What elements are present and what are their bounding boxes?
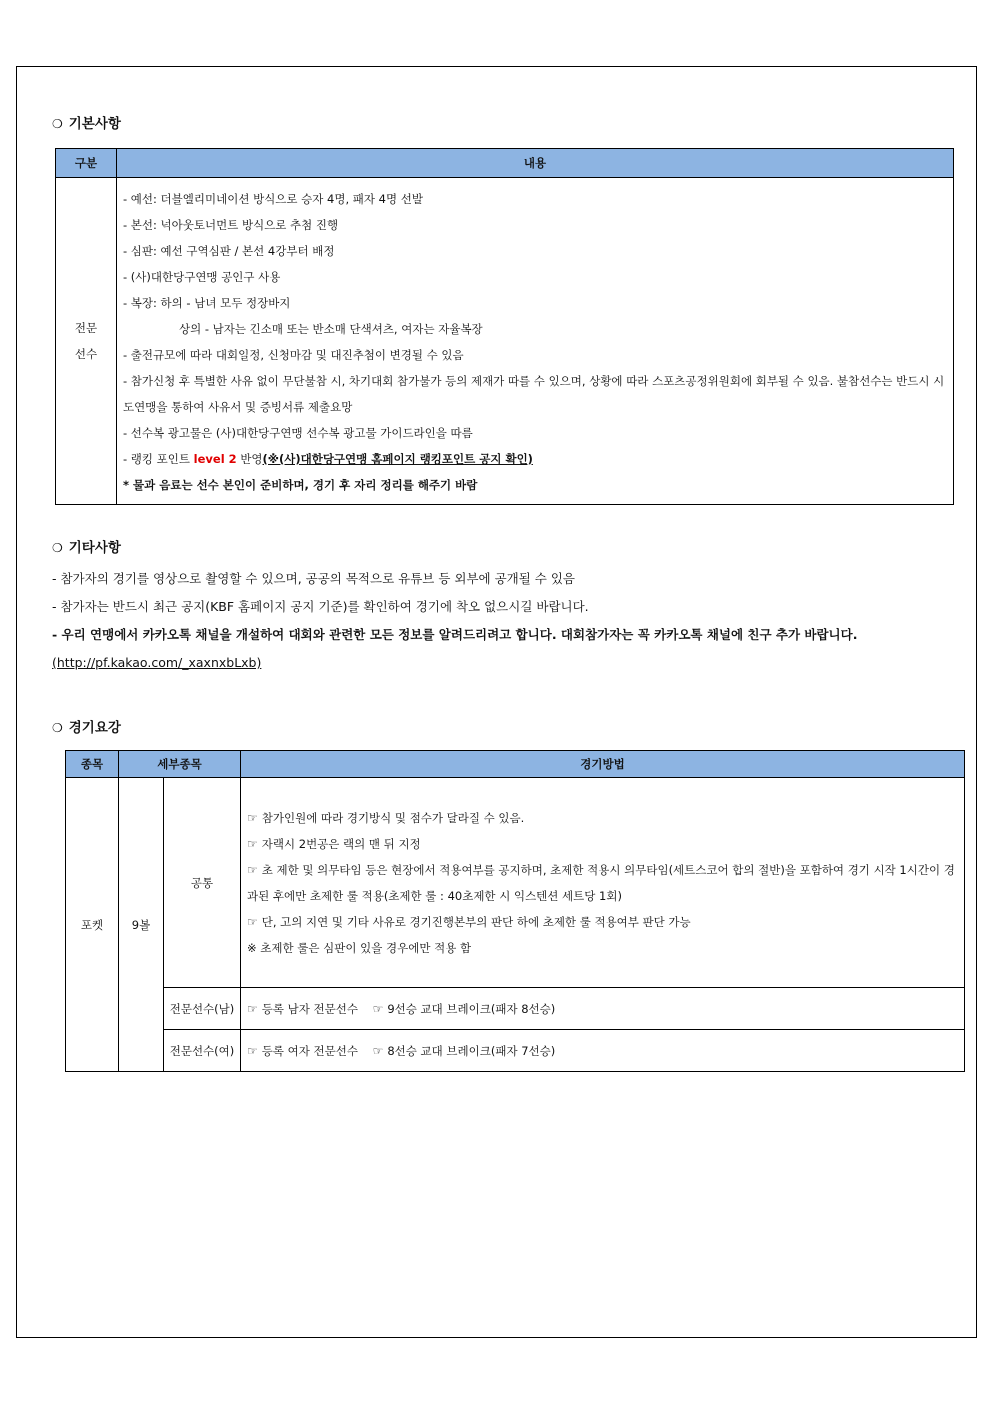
rules-table: [65, 750, 965, 1072]
rules-table-header: [66, 751, 965, 778]
method-note: ※ 초제한 룰은 심판이 있을 경우에만 적용 함: [247, 940, 472, 955]
basic-heading-text: 기본사항: [68, 116, 121, 132]
header-event: 종목: [66, 751, 119, 778]
rules-heading: [52, 716, 121, 736]
pointing-hand-icon: ☞: [247, 914, 258, 929]
common-method: [241, 778, 965, 988]
final-note: * 물과 음료는 선수 본인이 준비하며, 경기 후 자리 정리를 해주기 바람: [123, 478, 478, 492]
method-text: 자랙시 2번공은 랙의 맨 뒤 지정: [261, 836, 421, 851]
rules-row-women: [66, 1030, 965, 1072]
kakao-link[interactable]: (http://pf.kakao.com/_xaxnxbLxb): [52, 655, 262, 670]
event-cell: 포켓: [66, 778, 119, 1072]
rule-line: - 예선: 더블엘리미네이션 방식으로 승자 4명, 패자 4명 선발: [123, 192, 423, 206]
pointing-hand-icon: ☞: [372, 1001, 384, 1016]
women-label: 전문선수(여): [164, 1030, 241, 1072]
content-cell: [117, 178, 954, 505]
method-line: [247, 909, 958, 935]
pointing-hand-icon: ☞: [247, 1001, 258, 1016]
method-line: [247, 857, 958, 909]
basic-header-category: 구분: [56, 149, 117, 178]
header-sub-event: 세부종목: [119, 751, 241, 778]
pointing-hand-icon: ☞: [247, 836, 258, 851]
ranking-line: [123, 446, 947, 472]
method-text: 초 제한 및 의무타임 등은 현장에서 적용여부를 공지하며, 초제한 적용시 의무타임(세트스코어 합의 절반)을 포함하여 경기 시작 1시간이 경과된 후에만 초제한 룰 적용(초제한 룰 : 40초제한 시 익스텐션 세트당 1회): [247, 862, 955, 903]
ranking-level: level 2: [193, 452, 237, 466]
etc-heading: [52, 536, 121, 556]
men-format: 9선승 교대 브레이크(패자 8선승): [387, 1001, 556, 1016]
circle-bullet-icon: ❍: [52, 117, 63, 131]
rules-heading-text: 경기요강: [68, 720, 121, 736]
category-cell: [56, 178, 117, 505]
etc-line: - 참가자의 경기를 영상으로 촬영할 수 있으며, 공공의 목적으로 유튜브 등 외부에 공개될 수 있음: [52, 571, 575, 586]
etc-line: - 참가자는 반드시 최근 공지(KBF 홈페이지 공지 기준)를 확인하여 경기에 착오 없으시길 바랍니다.: [52, 599, 589, 614]
sub-event-cell: 9볼: [119, 778, 164, 1072]
rule-line: 상의 - 남자는 긴소매 또는 반소매 단색셔츠, 여자는 자율복장: [179, 322, 483, 336]
women-format: 8선승 교대 브레이크(패자 7선승): [387, 1043, 556, 1058]
pointing-hand-icon: ☞: [247, 1043, 258, 1058]
ranking-mid: 반영: [236, 452, 263, 466]
category-label-1: 전문: [74, 321, 98, 335]
etc-line-kakao-text: - 우리 연맹에서 카카오톡 채널을 개설하여 대회와 관련한 모든 정보를 알려드리려고 합니다. 대회참가자는 꼭 카카오톡 채널에 친구 추가 바랍니다.: [52, 627, 858, 642]
rule-line: - 참가신청 후 특별한 사유 없이 무단불참 시, 차기대회 참가불가 등의 제재가 따를 수 있으며, 상황에 따라 스포츠공정위원회에 회부될 수 있음. 불참선수는 반드시 시도연맹을 통하여 사유서 및 증빙서류 제출요망: [123, 374, 945, 414]
rule-line: - 복장: 하의 - 남녀 모두 정장바지: [123, 296, 291, 310]
rules-row-common: [66, 778, 965, 988]
etc-block: [52, 565, 962, 677]
ranking-note: (※(사)대한당구연맹 홈페이지 랭킹포인트 공지 확인): [262, 452, 533, 466]
category-label-2: 선수: [74, 347, 98, 361]
rule-line: - 심판: 예선 구역심판 / 본선 4강부터 배정: [123, 244, 335, 258]
common-label: 공통: [164, 778, 241, 988]
pointing-hand-icon: ☞: [372, 1043, 384, 1058]
men-method: [241, 988, 965, 1030]
rules-row-men: [66, 988, 965, 1030]
method-line: [247, 831, 958, 857]
basic-header-content: 내용: [117, 149, 954, 178]
pointing-hand-icon: ☞: [247, 862, 258, 877]
method-line: [247, 805, 958, 831]
etc-line-kakao: [52, 621, 962, 677]
circle-bullet-icon: ❍: [52, 721, 63, 735]
circle-bullet-icon: ❍: [52, 541, 63, 555]
women-eligibility: 등록 여자 전문선수: [261, 1043, 358, 1058]
basic-table: [55, 148, 954, 505]
women-method: [241, 1030, 965, 1072]
ranking-prefix: - 랭킹 포인트: [123, 452, 194, 466]
method-text: 참가인원에 따라 경기방식 및 점수가 달라질 수 있음.: [261, 810, 525, 825]
pointing-hand-icon: ☞: [247, 810, 258, 825]
basic-heading: [52, 112, 121, 132]
etc-heading-text: 기타사항: [68, 540, 121, 556]
rule-line: - 출전규모에 따라 대회일정, 신청마감 및 대진추첨이 변경될 수 있음: [123, 348, 464, 362]
rule-line: - 본선: 넉아웃토너먼트 방식으로 추첨 진행: [123, 218, 339, 232]
basic-table-row: [56, 178, 954, 505]
rule-line: - (사)대한당구연맹 공인구 사용: [123, 270, 281, 284]
header-method: 경기방법: [241, 751, 965, 778]
men-eligibility: 등록 남자 전문선수: [261, 1001, 358, 1016]
men-label: 전문선수(남): [164, 988, 241, 1030]
basic-table-header: [56, 149, 954, 178]
rule-line: - 선수복 광고물은 (사)대한당구연맹 선수복 광고물 가이드라인을 따름: [123, 426, 473, 440]
method-text: 단, 고의 지연 및 기타 사유로 경기진행본부의 판단 하에 초제한 룰 적용여부 판단 가능: [261, 914, 691, 929]
